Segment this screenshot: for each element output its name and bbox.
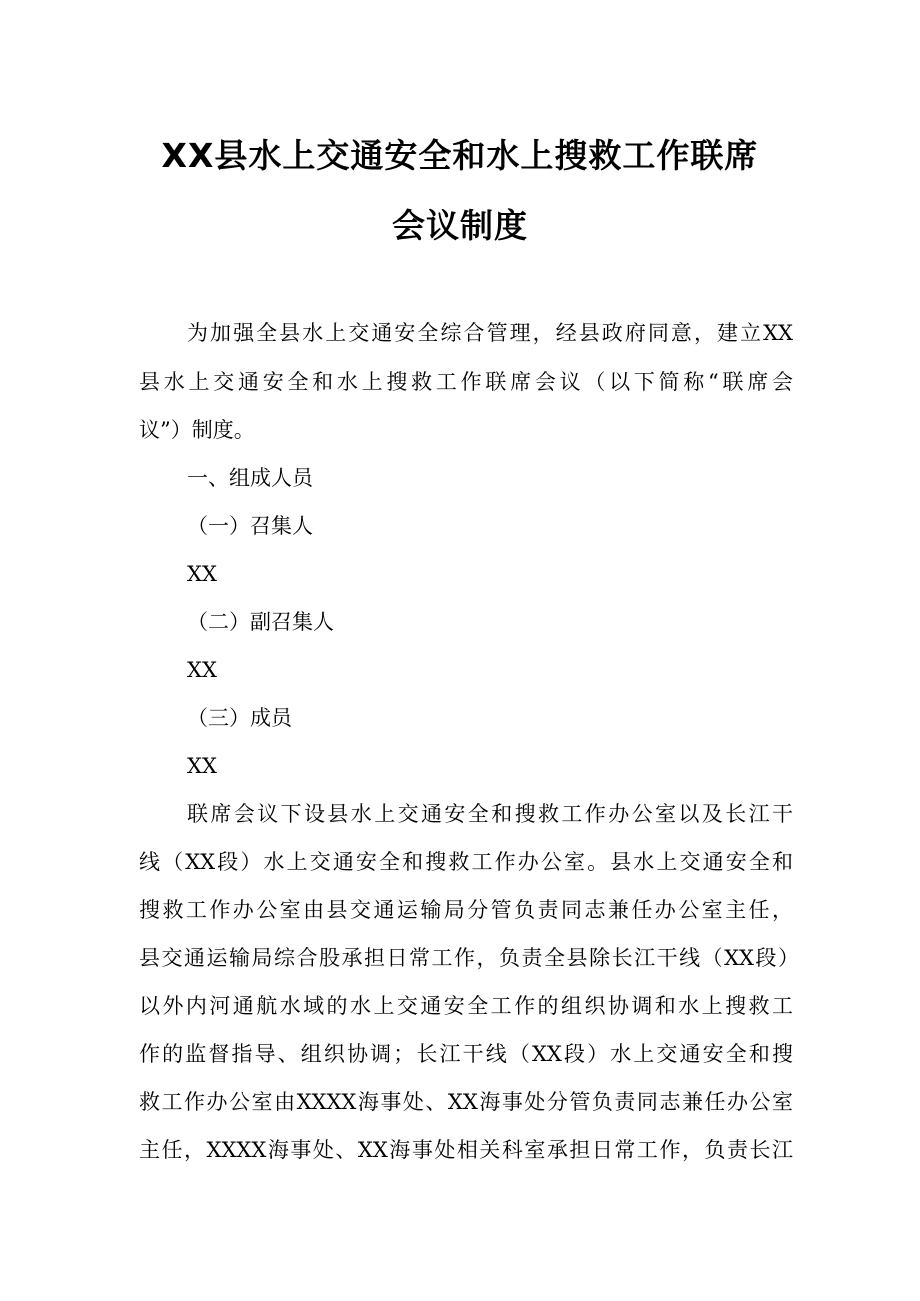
body-line-4: 县交通运输局综合股承担日常工作，负责全县除长江干线（XX段） xyxy=(139,946,799,970)
members-value: XX xyxy=(187,754,217,778)
intro-line-2: 县水上交通安全和水上搜救工作联席会议（以下简称“联席会 xyxy=(139,370,793,394)
body-line-2: 线（XX段）水上交通安全和搜救工作办公室。县水上交通安全和 xyxy=(139,850,793,874)
sub-heading-members: （三）成员 xyxy=(187,706,292,730)
body-line-7: 救工作办公室由XXXX海事处、XX海事处分管负责同志兼任办公室 xyxy=(139,1090,793,1114)
body-line-3: 搜救工作办公室由县交通运输局分管负责同志兼任办公室主任， xyxy=(139,898,793,922)
sub-heading-convener: （一）召集人 xyxy=(187,514,313,538)
document-title-line-1: XX县水上交通安全和水上搜救工作联席 xyxy=(161,136,759,175)
convener-value: XX xyxy=(187,562,217,586)
deputy-convener-value: XX xyxy=(187,658,217,682)
section-heading-composition: 一、组成人员 xyxy=(187,466,313,490)
body-line-8: 主任，XXXX海事处、XX海事处相关科室承担日常工作，负责长江 xyxy=(139,1138,793,1162)
intro-line-1: 为加强全县水上交通安全综合管理，经县政府同意，建立XX xyxy=(187,321,793,345)
intro-line-3: 议”）制度。 xyxy=(139,418,255,442)
document-title-line-2: 会议制度 xyxy=(392,206,528,245)
sub-heading-deputy-convener: （二）副召集人 xyxy=(187,610,334,634)
body-line-6: 作的监督指导、组织协调；长江干线（XX段）水上交通安全和搜 xyxy=(139,1042,793,1066)
body-line-1: 联席会议下设县水上交通安全和搜救工作办公室以及长江干 xyxy=(187,802,793,826)
body-line-5: 以外内河通航水域的水上交通安全工作的组织协调和水上搜救工 xyxy=(139,994,793,1018)
